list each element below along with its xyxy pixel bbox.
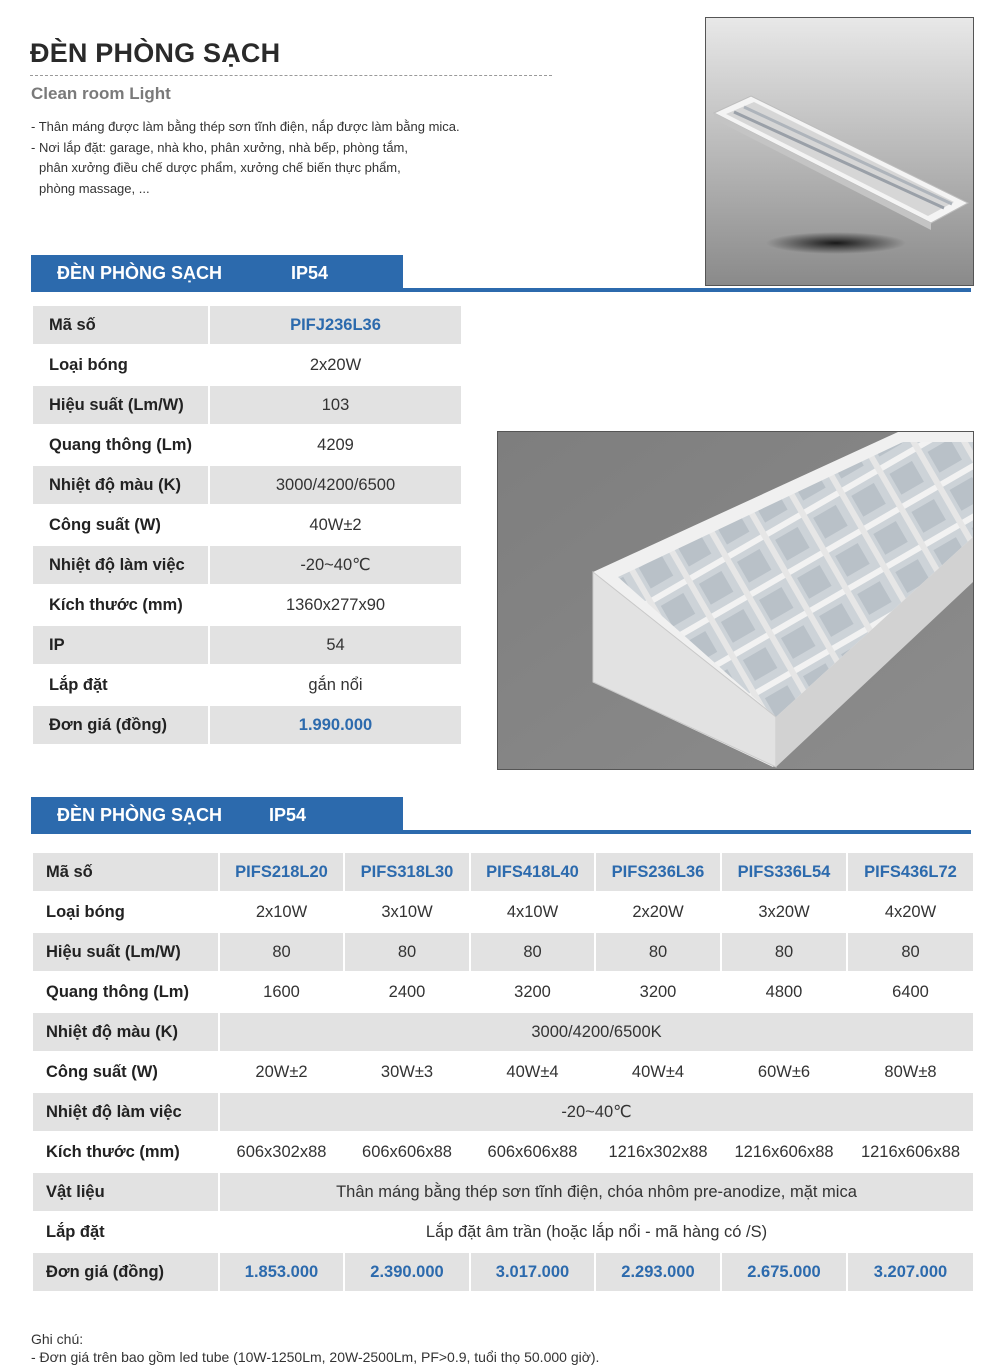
merged-cell-value: Thân máng bằng thép sơn tĩnh điện, chóa nhôm pre-anodize, mặt mica <box>219 1172 974 1212</box>
row-label: Mã số <box>32 305 209 345</box>
table-row <box>32 892 974 932</box>
cell-value: 80 <box>344 932 470 972</box>
row-value: 4209 <box>209 425 462 465</box>
table-row <box>32 705 462 745</box>
model-code: PIFS418L40 <box>470 852 595 892</box>
table-header-row <box>32 852 974 892</box>
table-row <box>32 545 462 585</box>
cell-value: 3x10W <box>344 892 470 932</box>
row-label: Quang thông (Lm) <box>32 425 209 465</box>
model-code: PIFS336L54 <box>721 852 847 892</box>
model-code: PIFS436L72 <box>847 852 974 892</box>
row-label: Nhiệt độ làm việc <box>32 545 209 585</box>
cell-value: 20W±2 <box>219 1052 344 1092</box>
table-row <box>32 305 462 345</box>
row-label: Đơn giá (đồng) <box>32 705 209 745</box>
price-value: 2.390.000 <box>344 1252 470 1292</box>
cell-value: 606x606x88 <box>344 1132 470 1172</box>
row-value: 54 <box>209 625 462 665</box>
table-row <box>32 665 462 705</box>
description-line: - Thân máng được làm bằng thép sơn tĩnh điện, nắp được làm bằng mica. <box>31 119 460 134</box>
spec-table-multi <box>31 851 975 1293</box>
row-label: Nhiệt độ màu (K) <box>32 1012 219 1052</box>
row-label: Nhiệt độ làm việc <box>32 1092 219 1132</box>
row-label: Công suất (W) <box>32 505 209 545</box>
cell-value: 2x10W <box>219 892 344 932</box>
price-value: 2.675.000 <box>721 1252 847 1292</box>
row-value: 2x20W <box>209 345 462 385</box>
cell-value: 1600 <box>219 972 344 1012</box>
cell-value: 80 <box>847 932 974 972</box>
table-row <box>32 1252 974 1292</box>
table-row <box>32 585 462 625</box>
table-row <box>32 505 462 545</box>
price-value: 3.207.000 <box>847 1252 974 1292</box>
price-value: 3.017.000 <box>470 1252 595 1292</box>
table-row <box>32 1212 974 1252</box>
price-value: 1.853.000 <box>219 1252 344 1292</box>
footnote-title: Ghi chú: <box>31 1331 84 1347</box>
model-code: PIFJ236L36 <box>209 305 462 345</box>
cell-value: 4x10W <box>470 892 595 932</box>
row-value: -20~40℃ <box>209 545 462 585</box>
cell-value: 2400 <box>344 972 470 1012</box>
row-value: 1360x277x90 <box>209 585 462 625</box>
cell-value: 40W±4 <box>595 1052 721 1092</box>
cell-value: 3200 <box>470 972 595 1012</box>
product-photo-surface-mounted <box>705 17 974 286</box>
table-row <box>32 625 462 665</box>
cell-value: 606x302x88 <box>219 1132 344 1172</box>
table-row <box>32 972 974 1012</box>
description-line: phòng massage, ... <box>39 180 150 196</box>
table-row <box>32 1012 974 1052</box>
row-label: IP <box>32 625 209 665</box>
cell-value: 6400 <box>847 972 974 1012</box>
description-line: phân xưởng điều chế dược phẩm, xưởng chế biến thực phẩm, <box>39 160 401 175</box>
cell-value: 4800 <box>721 972 847 1012</box>
section-title: ĐÈN PHÒNG SẠCH <box>57 263 223 283</box>
cell-value: 80W±8 <box>847 1052 974 1092</box>
section-title-tab <box>31 797 403 833</box>
page-subtitle: Clean room Light <box>31 84 171 103</box>
merged-cell-value: Lắp đặt âm trần (hoặc lắp nổi - mã hàng có /S) <box>219 1212 974 1252</box>
section-underline <box>31 830 971 834</box>
row-label: Kích thước (mm) <box>32 585 209 625</box>
section-ip: IP54 <box>269 805 307 825</box>
row-label: Mã số <box>32 852 219 892</box>
table-row <box>32 465 462 505</box>
cell-value: 30W±3 <box>344 1052 470 1092</box>
cell-value: 40W±4 <box>470 1052 595 1092</box>
cell-value: 3x20W <box>721 892 847 932</box>
table-row <box>32 1132 974 1172</box>
model-code: PIFS218L20 <box>219 852 344 892</box>
row-label: Lắp đặt <box>32 665 209 705</box>
section-band-1 <box>31 255 971 295</box>
cell-value: 60W±6 <box>721 1052 847 1092</box>
section-underline <box>31 288 971 292</box>
spec-table-single <box>31 304 463 746</box>
model-code: PIFS236L36 <box>595 852 721 892</box>
row-value: 3000/4200/6500 <box>209 465 462 505</box>
row-label: Kích thước (mm) <box>32 1132 219 1172</box>
row-label: Hiệu suất (Lm/W) <box>32 932 219 972</box>
row-label: Lắp đặt <box>32 1212 219 1252</box>
cell-value: 1216x606x88 <box>721 1132 847 1172</box>
title-divider <box>30 75 552 76</box>
cell-value: 1216x302x88 <box>595 1132 721 1172</box>
footnote <box>31 1330 599 1366</box>
row-label: Loại bóng <box>32 892 219 932</box>
row-label: Hiệu suất (Lm/W) <box>32 385 209 425</box>
merged-cell-value: 3000/4200/6500K <box>219 1012 974 1052</box>
cell-value: 80 <box>219 932 344 972</box>
row-label: Loại bóng <box>32 345 209 385</box>
description-line: - Nơi lắp đặt: garage, nhà kho, phân xưởng, nhà bếp, phòng tắm, <box>31 139 408 155</box>
cell-value: 4x20W <box>847 892 974 932</box>
row-label: Quang thông (Lm) <box>32 972 219 1012</box>
row-value: 103 <box>209 385 462 425</box>
cell-value: 2x20W <box>595 892 721 932</box>
cell-value: 80 <box>721 932 847 972</box>
table-row <box>32 425 462 465</box>
page-title: ĐÈN PHÒNG SẠCH <box>30 38 281 68</box>
cell-value: 606x606x88 <box>470 1132 595 1172</box>
table-row <box>32 1092 974 1132</box>
section-ip: IP54 <box>291 263 329 283</box>
table-row <box>32 1172 974 1212</box>
product-description <box>31 117 460 199</box>
merged-cell-value: -20~40℃ <box>219 1092 974 1132</box>
section-title: ĐÈN PHÒNG SẠCH <box>57 805 223 825</box>
table-row <box>32 932 974 972</box>
row-label: Công suất (W) <box>32 1052 219 1092</box>
cell-value: 80 <box>595 932 721 972</box>
cell-value: 3200 <box>595 972 721 1012</box>
row-label: Đơn giá (đồng) <box>32 1252 219 1292</box>
row-label: Nhiệt độ màu (K) <box>32 465 209 505</box>
section-band-2 <box>31 797 971 837</box>
table-row <box>32 385 462 425</box>
price-value: 2.293.000 <box>595 1252 721 1292</box>
row-value: 40W±2 <box>209 505 462 545</box>
cell-value: 1216x606x88 <box>847 1132 974 1172</box>
row-label: Vật liệu <box>32 1172 219 1212</box>
model-code: PIFS318L30 <box>344 852 470 892</box>
row-value: gắn nổi <box>209 665 462 705</box>
cell-value: 80 <box>470 932 595 972</box>
product-photo-recessed-louver <box>497 431 974 770</box>
footnote-text: - Đơn giá trên bao gồm led tube (10W-1250Lm, 20W-2500Lm, PF>0.9, tuổi thọ 50.000 giờ). <box>31 1349 600 1365</box>
table-row <box>32 1052 974 1092</box>
price-value: 1.990.000 <box>209 705 462 745</box>
table-row <box>32 345 462 385</box>
section-title-tab <box>31 255 403 291</box>
